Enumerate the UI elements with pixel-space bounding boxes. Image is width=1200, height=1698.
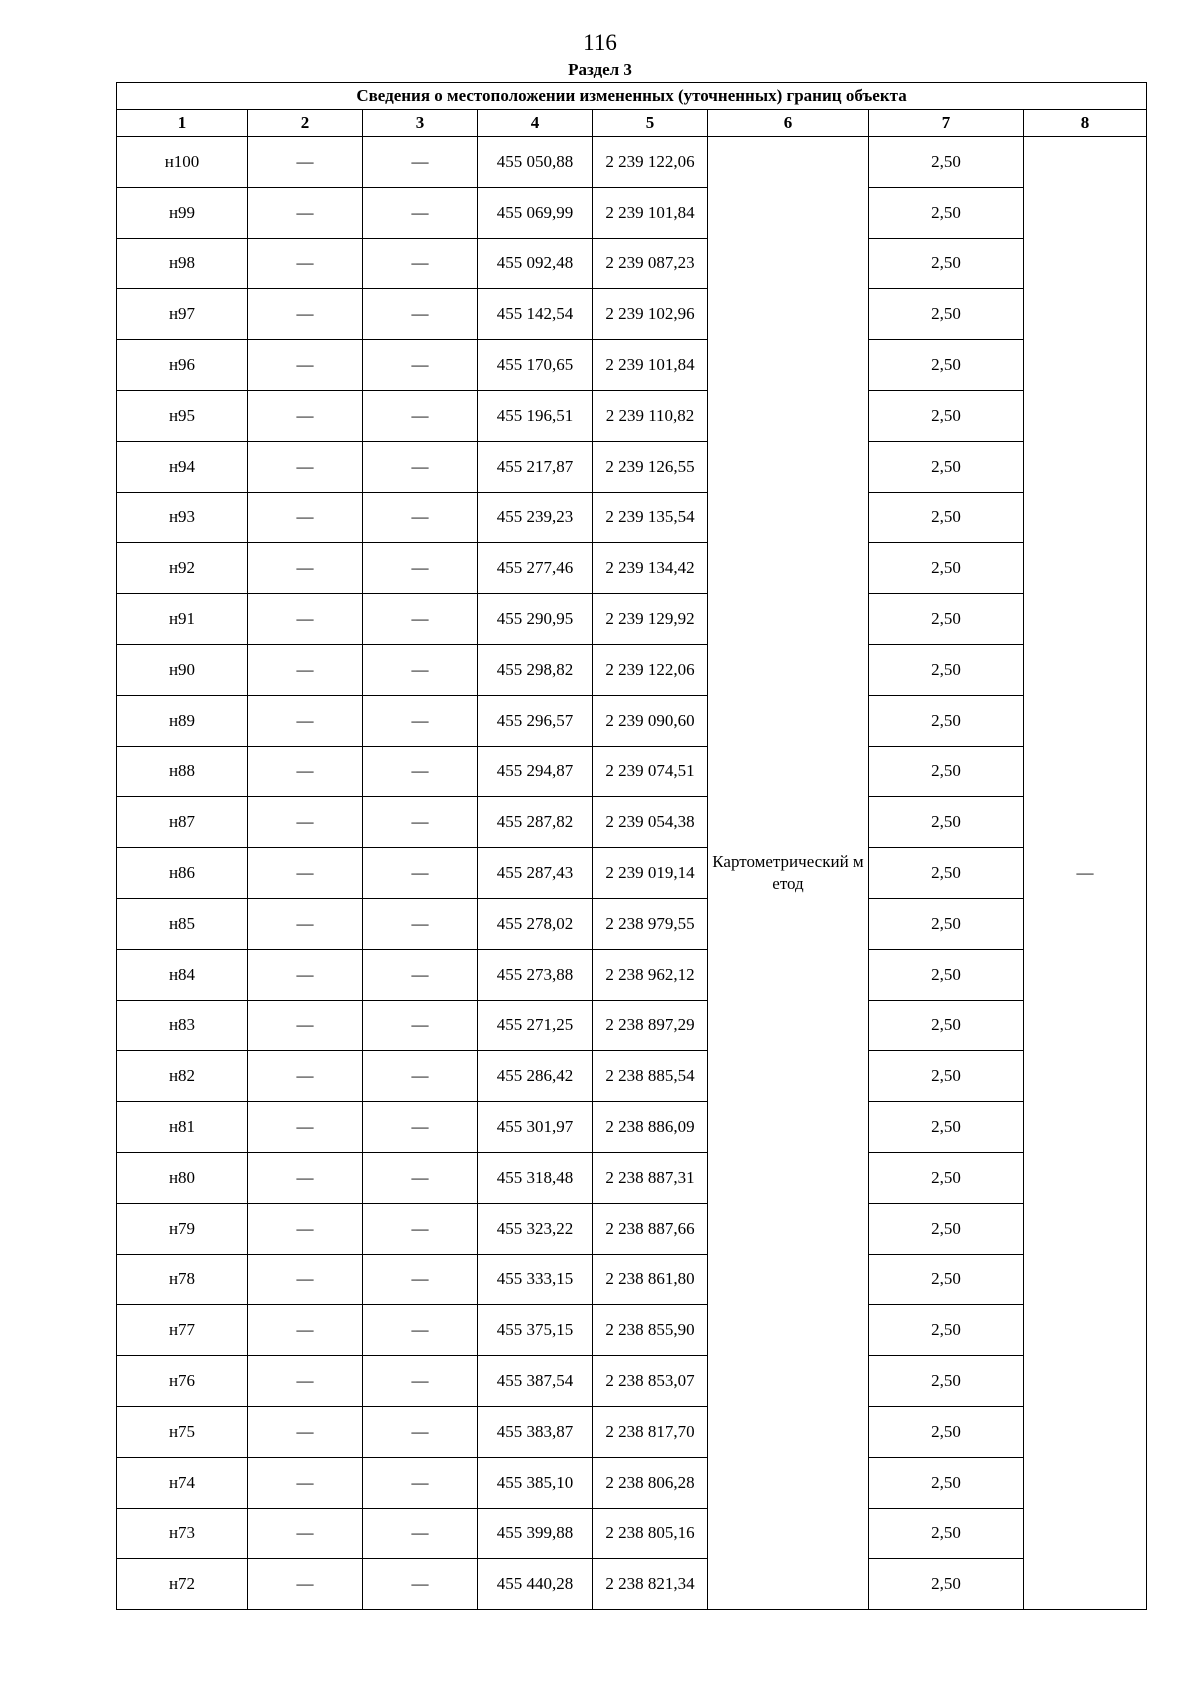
column-2-cell: — [248, 1508, 363, 1559]
column-2-cell: — [248, 1203, 363, 1254]
table-row [117, 289, 1147, 340]
accuracy-cell: 2,50 [869, 1406, 1024, 1457]
method-cell: Картометрический метод [708, 137, 869, 1610]
column-2-cell: — [248, 1102, 363, 1153]
y-coordinate-cell: 2 238 861,80 [593, 1254, 708, 1305]
point-name-cell: н89 [117, 695, 248, 746]
column-3-cell: — [363, 1203, 478, 1254]
accuracy-cell: 2,50 [869, 1152, 1024, 1203]
table-row [117, 594, 1147, 645]
point-name-cell: н98 [117, 238, 248, 289]
column-2-cell: — [248, 1406, 363, 1457]
table-row [117, 543, 1147, 594]
y-coordinate-cell: 2 238 885,54 [593, 1051, 708, 1102]
column-3-cell: — [363, 1356, 478, 1407]
y-coordinate-cell: 2 239 126,55 [593, 441, 708, 492]
column-3-cell: — [363, 289, 478, 340]
column-2-cell: — [248, 746, 363, 797]
column-3-cell: — [363, 1000, 478, 1051]
accuracy-cell: 2,50 [869, 238, 1024, 289]
y-coordinate-cell: 2 239 090,60 [593, 695, 708, 746]
point-name-cell: н79 [117, 1203, 248, 1254]
accuracy-cell: 2,50 [869, 746, 1024, 797]
x-coordinate-cell: 455 323,22 [478, 1203, 593, 1254]
y-coordinate-cell: 2 239 102,96 [593, 289, 708, 340]
point-name-cell: н88 [117, 746, 248, 797]
point-name-cell: н93 [117, 492, 248, 543]
column-3-cell: — [363, 441, 478, 492]
column-3-cell: — [363, 340, 478, 391]
column-2-cell: — [248, 1457, 363, 1508]
column-2-cell: — [248, 695, 363, 746]
accuracy-cell: 2,50 [869, 797, 1024, 848]
y-coordinate-cell: 2 239 135,54 [593, 492, 708, 543]
column-2-cell: — [248, 441, 363, 492]
column-numbers-row [117, 110, 1147, 137]
y-coordinate-cell: 2 238 887,31 [593, 1152, 708, 1203]
point-name-cell: н81 [117, 1102, 248, 1153]
column-number: 5 [593, 110, 708, 137]
y-coordinate-cell: 2 239 129,92 [593, 594, 708, 645]
accuracy-cell: 2,50 [869, 441, 1024, 492]
x-coordinate-cell: 455 294,87 [478, 746, 593, 797]
x-coordinate-cell: 455 277,46 [478, 543, 593, 594]
x-coordinate-cell: 455 069,99 [478, 187, 593, 238]
column-2-cell: — [248, 1152, 363, 1203]
x-coordinate-cell: 455 440,28 [478, 1559, 593, 1610]
point-name-cell: н95 [117, 390, 248, 441]
column-number: 8 [1024, 110, 1147, 137]
table-row [117, 949, 1147, 1000]
x-coordinate-cell: 455 217,87 [478, 441, 593, 492]
table-row [117, 441, 1147, 492]
table-row [117, 898, 1147, 949]
column-3-cell: — [363, 898, 478, 949]
x-coordinate-cell: 455 301,97 [478, 1102, 593, 1153]
point-name-cell: н86 [117, 848, 248, 899]
point-name-cell: н72 [117, 1559, 248, 1610]
point-name-cell: н75 [117, 1406, 248, 1457]
y-coordinate-cell: 2 238 821,34 [593, 1559, 708, 1610]
point-name-cell: н100 [117, 137, 248, 188]
table-row [117, 746, 1147, 797]
point-name-cell: н77 [117, 1305, 248, 1356]
column-2-cell: — [248, 238, 363, 289]
x-coordinate-cell: 455 387,54 [478, 1356, 593, 1407]
section-title: Раздел 3 [568, 60, 632, 79]
x-coordinate-cell: 455 298,82 [478, 644, 593, 695]
point-name-cell: н96 [117, 340, 248, 391]
accuracy-cell: 2,50 [869, 340, 1024, 391]
x-coordinate-cell: 455 273,88 [478, 949, 593, 1000]
x-coordinate-cell: 455 278,02 [478, 898, 593, 949]
y-coordinate-cell: 2 238 962,12 [593, 949, 708, 1000]
table-row [117, 1457, 1147, 1508]
y-coordinate-cell: 2 239 074,51 [593, 746, 708, 797]
accuracy-cell: 2,50 [869, 949, 1024, 1000]
column-2-cell: — [248, 1305, 363, 1356]
column-2-cell: — [248, 340, 363, 391]
accuracy-cell: 2,50 [869, 695, 1024, 746]
column-2-cell: — [248, 797, 363, 848]
table-row [117, 187, 1147, 238]
point-name-cell: н90 [117, 644, 248, 695]
point-name-cell: н87 [117, 797, 248, 848]
table-row [117, 1203, 1147, 1254]
column-number: 7 [869, 110, 1024, 137]
accuracy-cell: 2,50 [869, 390, 1024, 441]
column-3-cell: — [363, 1305, 478, 1356]
column-3-cell: — [363, 848, 478, 899]
y-coordinate-cell: 2 238 887,66 [593, 1203, 708, 1254]
column-3-cell: — [363, 746, 478, 797]
accuracy-cell: 2,50 [869, 1508, 1024, 1559]
column-number: 3 [363, 110, 478, 137]
point-name-cell: н94 [117, 441, 248, 492]
column-3-cell: — [363, 1457, 478, 1508]
x-coordinate-cell: 455 050,88 [478, 137, 593, 188]
column-number: 6 [708, 110, 869, 137]
x-coordinate-cell: 455 287,43 [478, 848, 593, 899]
accuracy-cell: 2,50 [869, 644, 1024, 695]
accuracy-cell: 2,50 [869, 289, 1024, 340]
column-number: 1 [117, 110, 248, 137]
x-coordinate-cell: 455 170,65 [478, 340, 593, 391]
column-3-cell: — [363, 1051, 478, 1102]
x-coordinate-cell: 455 296,57 [478, 695, 593, 746]
point-name-cell: н76 [117, 1356, 248, 1407]
point-name-cell: н73 [117, 1508, 248, 1559]
table-row [117, 1051, 1147, 1102]
x-coordinate-cell: 455 271,25 [478, 1000, 593, 1051]
column-2-cell: — [248, 492, 363, 543]
table-row [117, 1559, 1147, 1610]
column-3-cell: — [363, 492, 478, 543]
table-row [117, 848, 1147, 899]
column-3-cell: — [363, 1152, 478, 1203]
accuracy-cell: 2,50 [869, 1305, 1024, 1356]
point-name-cell: н83 [117, 1000, 248, 1051]
accuracy-cell: 2,50 [869, 492, 1024, 543]
column-3-cell: — [363, 594, 478, 645]
column-3-cell: — [363, 238, 478, 289]
accuracy-cell: 2,50 [869, 137, 1024, 188]
point-name-cell: н99 [117, 187, 248, 238]
accuracy-cell: 2,50 [869, 543, 1024, 594]
table-row [117, 797, 1147, 848]
column-2-cell: — [248, 1254, 363, 1305]
table-row [117, 1102, 1147, 1153]
y-coordinate-cell: 2 238 805,16 [593, 1508, 708, 1559]
boundary-table [116, 82, 1147, 1610]
column-2-cell: — [248, 898, 363, 949]
y-coordinate-cell: 2 238 979,55 [593, 898, 708, 949]
column-2-cell: — [248, 390, 363, 441]
point-name-cell: н80 [117, 1152, 248, 1203]
y-coordinate-cell: 2 239 054,38 [593, 797, 708, 848]
accuracy-cell: 2,50 [869, 1457, 1024, 1508]
column-2-cell: — [248, 594, 363, 645]
point-name-cell: н92 [117, 543, 248, 594]
column-2-cell: — [248, 848, 363, 899]
table-row [117, 1152, 1147, 1203]
column-3-cell: — [363, 695, 478, 746]
accuracy-cell: 2,50 [869, 187, 1024, 238]
accuracy-cell: 2,50 [869, 1254, 1024, 1305]
y-coordinate-cell: 2 238 855,90 [593, 1305, 708, 1356]
column-3-cell: — [363, 644, 478, 695]
y-coordinate-cell: 2 239 101,84 [593, 340, 708, 391]
y-coordinate-cell: 2 239 134,42 [593, 543, 708, 594]
point-name-cell: н82 [117, 1051, 248, 1102]
column-3-cell: — [363, 1254, 478, 1305]
accuracy-cell: 2,50 [869, 1102, 1024, 1153]
y-coordinate-cell: 2 239 122,06 [593, 644, 708, 695]
column-3-cell: — [363, 1102, 478, 1153]
x-coordinate-cell: 455 385,10 [478, 1457, 593, 1508]
y-coordinate-cell: 2 239 101,84 [593, 187, 708, 238]
column-2-cell: — [248, 1051, 363, 1102]
column-number: 2 [248, 110, 363, 137]
column-3-cell: — [363, 390, 478, 441]
table-row [117, 1305, 1147, 1356]
column-3-cell: — [363, 187, 478, 238]
table-row [117, 390, 1147, 441]
x-coordinate-cell: 455 375,15 [478, 1305, 593, 1356]
table-row [117, 644, 1147, 695]
y-coordinate-cell: 2 238 897,29 [593, 1000, 708, 1051]
x-coordinate-cell: 455 142,54 [478, 289, 593, 340]
column-number: 4 [478, 110, 593, 137]
table-row [117, 695, 1147, 746]
column-3-cell: — [363, 1406, 478, 1457]
column-3-cell: — [363, 137, 478, 188]
point-name-cell: н78 [117, 1254, 248, 1305]
table-row [117, 340, 1147, 391]
table-caption-row [117, 83, 1147, 110]
y-coordinate-cell: 2 238 853,07 [593, 1356, 708, 1407]
x-coordinate-cell: 455 092,48 [478, 238, 593, 289]
x-coordinate-cell: 455 287,82 [478, 797, 593, 848]
column-2-cell: — [248, 137, 363, 188]
point-name-cell: н74 [117, 1457, 248, 1508]
y-coordinate-cell: 2 238 806,28 [593, 1457, 708, 1508]
column-2-cell: — [248, 1000, 363, 1051]
accuracy-cell: 2,50 [869, 1559, 1024, 1610]
column-2-cell: — [248, 543, 363, 594]
column-2-cell: — [248, 289, 363, 340]
point-name-cell: н97 [117, 289, 248, 340]
x-coordinate-cell: 455 399,88 [478, 1508, 593, 1559]
page-number: 116 [583, 30, 617, 55]
y-coordinate-cell: 2 238 817,70 [593, 1406, 708, 1457]
column-3-cell: — [363, 797, 478, 848]
table-row [117, 1406, 1147, 1457]
x-coordinate-cell: 455 196,51 [478, 390, 593, 441]
x-coordinate-cell: 455 290,95 [478, 594, 593, 645]
x-coordinate-cell: 455 383,87 [478, 1406, 593, 1457]
table-row [117, 1508, 1147, 1559]
y-coordinate-cell: 2 239 110,82 [593, 390, 708, 441]
column-2-cell: — [248, 1559, 363, 1610]
table-row [117, 1356, 1147, 1407]
table-row [117, 1254, 1147, 1305]
accuracy-cell: 2,50 [869, 898, 1024, 949]
column-2-cell: — [248, 644, 363, 695]
accuracy-cell: 2,50 [869, 1051, 1024, 1102]
accuracy-cell: 2,50 [869, 1356, 1024, 1407]
x-coordinate-cell: 455 333,15 [478, 1254, 593, 1305]
x-coordinate-cell: 455 239,23 [478, 492, 593, 543]
table-row [117, 238, 1147, 289]
column-2-cell: — [248, 1356, 363, 1407]
table-row [117, 492, 1147, 543]
column-2-cell: — [248, 949, 363, 1000]
column-3-cell: — [363, 1508, 478, 1559]
point-name-cell: н84 [117, 949, 248, 1000]
column-3-cell: — [363, 543, 478, 594]
accuracy-cell: 2,50 [869, 848, 1024, 899]
y-coordinate-cell: 2 239 087,23 [593, 238, 708, 289]
y-coordinate-cell: 2 238 886,09 [593, 1102, 708, 1153]
y-coordinate-cell: 2 239 019,14 [593, 848, 708, 899]
point-name-cell: н85 [117, 898, 248, 949]
table-body [117, 83, 1147, 1610]
accuracy-cell: 2,50 [869, 1203, 1024, 1254]
table-row [117, 1000, 1147, 1051]
x-coordinate-cell: 455 286,42 [478, 1051, 593, 1102]
column-2-cell: — [248, 187, 363, 238]
column-3-cell: — [363, 1559, 478, 1610]
x-coordinate-cell: 455 318,48 [478, 1152, 593, 1203]
y-coordinate-cell: 2 239 122,06 [593, 137, 708, 188]
table-row [117, 137, 1147, 188]
table-caption: Сведения о местоположении измененных (уточненных) границ объекта [117, 83, 1147, 110]
column-8-cell: — [1024, 137, 1147, 1610]
column-3-cell: — [363, 949, 478, 1000]
accuracy-cell: 2,50 [869, 594, 1024, 645]
accuracy-cell: 2,50 [869, 1000, 1024, 1051]
point-name-cell: н91 [117, 594, 248, 645]
